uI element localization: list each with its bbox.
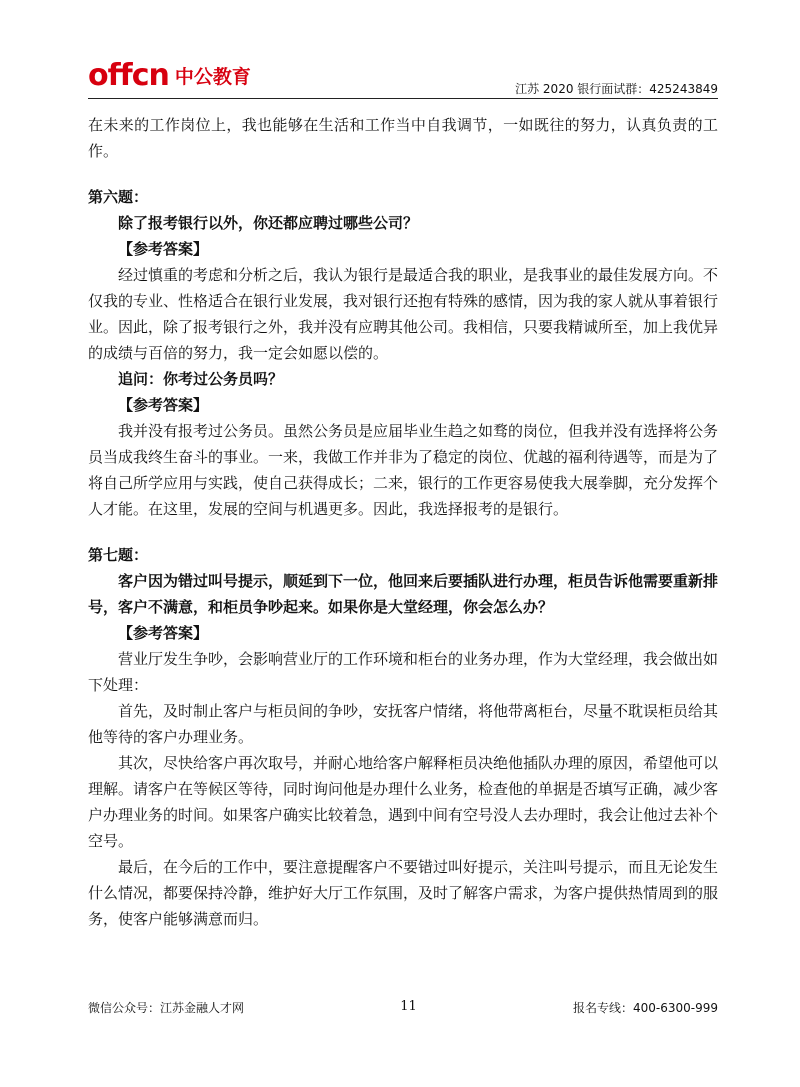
header-divider bbox=[88, 98, 718, 99]
logo-text-en: offcn bbox=[88, 58, 169, 93]
q6-followup-answer: 我并没有报考过公务员。虽然公务员是应届毕业生趋之如骛的岗位，但我并没有选择将公务员当成我终生奋斗的事业。一来，我做工作并非为了稳定的岗位、优越的福利待遇等，而是为了将自己所学应用与实践，使自己获得成长；二来，银行的工作更容易使我大展拳脚，充分发挥个人才能。在这里，发展的空间与机遇更多。因此，我选择报考的是银行。 bbox=[88, 422, 719, 518]
q7-answer-label: 【参考答案】 bbox=[118, 624, 209, 642]
page-footer bbox=[88, 999, 718, 1016]
q7-paragraph-1: 营业厅发生争吵，会影响营业厅的工作环境和柜台的业务办理，作为大堂经理，我会做出如下处理： bbox=[88, 650, 719, 694]
offcn-logo bbox=[88, 58, 251, 93]
header-group-info: 江苏 2020 银行面试群：425243849 bbox=[515, 82, 718, 96]
q6-answer-label: 【参考答案】 bbox=[118, 240, 209, 258]
page-number: 11 bbox=[400, 999, 417, 1014]
q7-paragraph-2: 首先，及时制止客户与柜员间的争吵，安抚客户情绪，将他带离柜台，尽量不耽误柜员给其他等待的客户办理业务。 bbox=[88, 702, 719, 746]
document-body bbox=[88, 112, 718, 932]
intro-paragraph: 在未来的工作岗位上，我也能够在生活和工作当中自我调节，一如既往的努力，认真负责的工作。 bbox=[88, 116, 718, 160]
q7-paragraph-3: 其次，尽快给客户再次取号，并耐心地给客户解释柜员决绝他插队办理的原因，希望他可以理解。请客户在等候区等待，同时询问他是办理什么业务，检查他的单据是否填写正确，减少客户办理业务的时间。如果客户确实比较着急，遇到中间有空号没人去办理时，我会让他过去补个空号。 bbox=[88, 754, 719, 850]
footer-hotline: 报名专线：400-6300-999 bbox=[572, 1001, 718, 1015]
footer-wechat: 微信公众号：江苏金融人才网 bbox=[88, 1001, 245, 1015]
spacer bbox=[88, 164, 718, 184]
q6-answer: 经过慎重的考虑和分析之后，我认为银行是最适合我的职业，是我事业的最佳发展方向。不仅我的专业、性格适合在银行业发展，我对银行还抱有特殊的感情，因为我的家人就从事着银行业。因此，除了报考银行之外，我并没有应聘其他公司。我相信，只要我精诚所至，加上我优异的成绩与百倍的努力，我一定会如愿以偿的。 bbox=[88, 266, 719, 362]
q6-followup-question: 追问：你考过公务员吗？ bbox=[118, 370, 284, 388]
logo-text-cn: 中公教育 bbox=[174, 66, 251, 88]
q6-heading: 第六题： bbox=[88, 188, 149, 206]
q7-question: 客户因为错过叫号提示，顺延到下一位，他回来后要插队进行办理，柜员告诉他需要重新排号，客户不满意，和柜员争吵起来。如果你是大堂经理，你会怎么办？ bbox=[88, 572, 719, 616]
spacer bbox=[88, 522, 718, 542]
q6-followup-answer-label: 【参考答案】 bbox=[118, 396, 209, 414]
q7-paragraph-4: 最后，在今后的工作中，要注意提醒客户不要错过叫好提示，关注叫号提示，而且无论发生什么情况，都要保持冷静，维护好大厅工作氛围，及时了解客户需求，为客户提供热情周到的服务，使客户能够满意而归。 bbox=[88, 858, 719, 928]
q7-heading: 第七题： bbox=[88, 546, 149, 564]
q6-question: 除了报考银行以外，你还都应聘过哪些公司？ bbox=[118, 214, 419, 232]
